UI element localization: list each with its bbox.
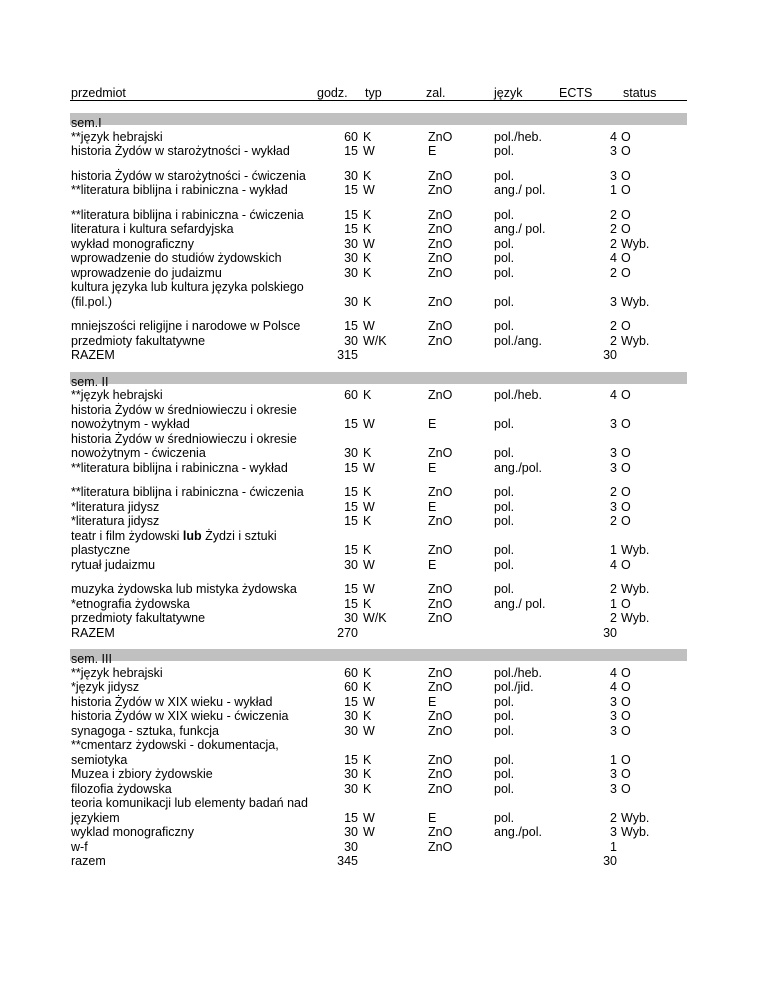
assessment-cell: ZnO	[428, 514, 453, 528]
subject-cell: literatura i kultura sefardyjska	[71, 222, 234, 236]
assessment-cell: ZnO	[428, 752, 453, 767]
header-status: status	[623, 86, 657, 100]
assessment-cell: E	[428, 144, 437, 158]
subject-cell: historia Żydów w średniowieczu i okresie	[71, 402, 297, 417]
type-cell: K	[363, 514, 372, 528]
assessment-cell: E	[428, 557, 437, 572]
language-cell: pol.	[494, 723, 515, 738]
subject-cell: *literatura jidysz	[71, 514, 160, 528]
ects-cell: 2	[610, 514, 617, 528]
header-zal: zal.	[426, 86, 446, 100]
assessment-cell: ZnO	[428, 129, 453, 144]
hours-cell: 15	[344, 319, 358, 333]
ects-cell: 3	[610, 294, 617, 309]
subject-cell: RAZEM	[71, 625, 115, 640]
language-cell: pol.	[494, 446, 515, 460]
subject-cell: historia Żydów w starożytności - ćwiczenia	[71, 168, 306, 183]
type-cell: K	[363, 265, 372, 280]
ects-cell: 2	[610, 222, 617, 236]
assessment-cell: ZnO	[428, 582, 453, 596]
language-cell: pol.	[494, 168, 515, 183]
hours-cell: 15	[344, 582, 358, 596]
subject-cell: **cmentarz żydowski - dokumentacja,	[71, 738, 279, 752]
hours-cell: 345	[337, 854, 358, 868]
hours-cell: 15	[344, 596, 358, 611]
status-cell: O	[621, 499, 631, 514]
subject-cell: kultura języka lub kultura języka polskiego	[71, 280, 304, 294]
type-cell: K	[363, 294, 372, 309]
status-cell: O	[621, 752, 631, 767]
type-cell: W/K	[363, 333, 387, 348]
ects-cell: 3	[610, 417, 617, 431]
type-cell: W	[363, 825, 375, 839]
assessment-cell: ZnO	[428, 485, 453, 499]
type-cell: W	[363, 319, 375, 333]
ects-cell: 3	[610, 168, 617, 183]
assessment-cell: ZnO	[428, 767, 453, 781]
type-cell: K	[363, 680, 372, 694]
ects-cell: 4	[610, 557, 617, 572]
language-cell: pol.	[494, 767, 515, 781]
language-cell: pol.	[494, 236, 515, 251]
status-cell: O	[621, 388, 631, 402]
ects-cell: 4	[610, 129, 617, 144]
hours-cell: 30	[344, 611, 358, 625]
hours-cell: 15	[344, 499, 358, 514]
ects-cell: 3	[610, 723, 617, 738]
subject-cell: **język hebrajski	[71, 388, 163, 402]
assessment-cell: E	[428, 499, 437, 514]
subject-cell: *etnografia żydowska	[71, 596, 190, 611]
hours-cell: 30	[344, 446, 358, 460]
header-jezyk: język	[494, 86, 523, 100]
ects-cell: 3	[610, 767, 617, 781]
subject-bold-word: lub	[182, 528, 202, 543]
hours-cell: 60	[344, 388, 358, 402]
status-cell: O	[621, 680, 631, 694]
ects-cell: 4	[610, 665, 617, 680]
status-cell: O	[621, 222, 631, 236]
ects-cell: 1	[610, 596, 617, 611]
subject-cell: w-f	[71, 839, 88, 854]
type-cell: K	[363, 485, 372, 499]
language-cell: pol.	[494, 514, 515, 528]
subject-cell: historia Żydów w starożytności - wykład	[71, 144, 290, 158]
status-cell: O	[621, 781, 631, 796]
status-cell: O	[621, 446, 631, 460]
language-cell: pol.	[494, 207, 515, 222]
ects-cell: 3	[610, 499, 617, 514]
type-cell: W	[363, 460, 375, 475]
subject-cell: (fil.pol.)	[71, 294, 112, 309]
subject-cell: muzyka żydowska lub mistyka żydowska	[71, 582, 297, 596]
language-cell: pol.	[494, 694, 515, 709]
ects-cell: 3	[610, 709, 617, 723]
ects-cell: 4	[610, 680, 617, 694]
type-cell: W	[363, 557, 375, 572]
semester-label: sem. II	[71, 374, 109, 389]
assessment-cell: ZnO	[428, 388, 453, 402]
subject-cell: językiem	[71, 810, 120, 825]
assessment-cell: ZnO	[428, 333, 453, 348]
hours-cell: 15	[344, 183, 358, 197]
status-cell: Wyb.	[621, 825, 650, 839]
status-cell: O	[621, 694, 631, 709]
hours-cell: 30	[344, 557, 358, 572]
type-cell: K	[363, 168, 372, 183]
ects-cell: 3	[610, 825, 617, 839]
type-cell: W	[363, 582, 375, 596]
assessment-cell: ZnO	[428, 781, 453, 796]
status-cell: O	[621, 319, 631, 333]
ects-cell: 4	[610, 251, 617, 265]
type-cell: W	[363, 417, 375, 431]
language-cell: pol./ang.	[494, 333, 542, 348]
assessment-cell: E	[428, 694, 437, 709]
language-cell: ang./pol.	[494, 825, 542, 839]
subject-cell	[71, 529, 277, 543]
ects-cell: 2	[610, 236, 617, 251]
subject-cell: **literatura biblijna i rabiniczna - wykład	[71, 460, 288, 475]
status-cell: O	[621, 460, 631, 475]
assessment-cell: ZnO	[428, 251, 453, 265]
assessment-cell: ZnO	[428, 709, 453, 723]
hours-cell: 270	[337, 625, 358, 640]
status-cell: O	[621, 485, 631, 499]
subject-cell: Muzea i zbiory żydowskie	[71, 767, 213, 781]
language-cell: pol./heb.	[494, 388, 542, 402]
hours-cell: 15	[344, 752, 358, 767]
assessment-cell: ZnO	[428, 183, 453, 197]
status-cell: O	[621, 183, 631, 197]
hours-cell: 60	[344, 665, 358, 680]
language-cell: pol.	[494, 265, 515, 280]
assessment-cell: E	[428, 417, 437, 431]
language-cell: ang./ pol.	[494, 222, 546, 236]
hours-cell: 15	[344, 417, 358, 431]
hours-cell: 15	[344, 694, 358, 709]
status-cell: O	[621, 514, 631, 528]
type-cell: K	[363, 752, 372, 767]
language-cell: pol.	[494, 709, 515, 723]
status-cell: O	[621, 251, 631, 265]
ects-total-cell: 30	[603, 348, 617, 362]
language-cell: pol./heb.	[494, 129, 542, 144]
type-cell: K	[363, 665, 372, 680]
language-cell: pol.	[494, 319, 515, 333]
subject-cell: **literatura biblijna i rabiniczna - wykład	[71, 183, 288, 197]
assessment-cell: ZnO	[428, 665, 453, 680]
status-cell: Wyb.	[621, 236, 650, 251]
header-godz: godz.	[317, 86, 348, 100]
subject-cell: **język hebrajski	[71, 665, 163, 680]
type-cell: K	[363, 596, 372, 611]
ects-cell: 2	[610, 611, 617, 625]
subject-cell: *język jidysz	[71, 680, 140, 694]
ects-cell: 2	[610, 485, 617, 499]
hours-cell: 60	[344, 680, 358, 694]
language-cell: pol.	[494, 144, 515, 158]
hours-cell: 30	[344, 251, 358, 265]
ects-cell: 3	[610, 781, 617, 796]
assessment-cell: ZnO	[428, 680, 453, 694]
ects-cell: 2	[610, 582, 617, 596]
status-cell: Wyb.	[621, 582, 650, 596]
type-cell: K	[363, 222, 372, 236]
status-cell: O	[621, 168, 631, 183]
status-cell: O	[621, 596, 631, 611]
ects-total-cell: 1	[610, 839, 617, 854]
status-cell: O	[621, 557, 631, 572]
status-cell: O	[621, 207, 631, 222]
subject-cell: *literatura jidysz	[71, 499, 160, 514]
assessment-cell: ZnO	[428, 236, 453, 251]
type-cell: K	[363, 543, 372, 557]
hours-cell: 315	[337, 348, 358, 362]
language-cell: ang./ pol.	[494, 596, 546, 611]
semester-band	[70, 649, 687, 661]
assessment-cell: ZnO	[428, 723, 453, 738]
assessment-cell: ZnO	[428, 825, 453, 839]
language-cell: pol.	[494, 557, 515, 572]
subject-cell: rytuał judaizmu	[71, 557, 156, 572]
hours-cell: 15	[344, 485, 358, 499]
semester-label: sem. III	[71, 652, 112, 666]
header-ects: ECTS	[559, 86, 593, 100]
language-cell: pol.	[494, 499, 515, 514]
hours-cell: 30	[344, 265, 358, 280]
type-cell: W	[363, 236, 375, 251]
header-rule	[70, 100, 687, 101]
status-cell: Wyb.	[621, 810, 650, 825]
language-cell: pol.	[494, 810, 515, 825]
ects-cell: 2	[610, 333, 617, 348]
semester-band	[70, 372, 687, 384]
hours-cell: 30	[344, 709, 358, 723]
type-cell: K	[363, 207, 372, 222]
assessment-cell: ZnO	[428, 222, 453, 236]
ects-cell: 2	[610, 319, 617, 333]
hours-cell: 15	[344, 514, 358, 528]
type-cell: K	[363, 129, 372, 144]
type-cell: W/K	[363, 611, 387, 625]
hours-cell: 60	[344, 129, 358, 144]
subject-cell: wykład monograficzny	[71, 236, 194, 251]
type-cell: W	[363, 694, 375, 709]
ects-cell: 2	[610, 265, 617, 280]
type-cell: K	[363, 781, 372, 796]
subject-cell: **literatura biblijna i rabiniczna - ćwiczenia	[71, 207, 304, 222]
status-cell: O	[621, 665, 631, 680]
ects-cell: 3	[610, 144, 617, 158]
ects-cell: 3	[610, 446, 617, 460]
type-cell: W	[363, 183, 375, 197]
assessment-cell: ZnO	[428, 168, 453, 183]
assessment-cell: ZnO	[428, 543, 453, 557]
type-cell: K	[363, 446, 372, 460]
language-cell: ang./pol.	[494, 460, 542, 475]
status-cell: O	[621, 709, 631, 723]
subject-cell: przedmioty fakultatywne	[71, 611, 206, 625]
subject-cell: **język hebrajski	[71, 129, 163, 144]
assessment-cell: ZnO	[428, 207, 453, 222]
subject-cell: nowożytnym - ćwiczenia	[71, 446, 206, 460]
status-cell: O	[621, 265, 631, 280]
ects-cell: 1	[610, 752, 617, 767]
hours-cell: 30	[344, 236, 358, 251]
ects-cell: 3	[610, 694, 617, 709]
assessment-cell: ZnO	[428, 446, 453, 460]
subject-cell: historia Żydów w XIX wieku - wykład	[71, 694, 273, 709]
hours-cell: 30	[344, 294, 358, 309]
ects-total-cell: 30	[603, 854, 617, 868]
hours-cell: 30	[344, 723, 358, 738]
subject-cell: mniejszości religijne i narodowe w Polsce	[71, 319, 301, 333]
ects-cell: 1	[610, 543, 617, 557]
hours-cell: 15	[344, 810, 358, 825]
semester-band	[70, 113, 687, 125]
language-cell: pol./heb.	[494, 665, 542, 680]
ects-cell: 4	[610, 388, 617, 402]
subject-cell: nowożytnym - wykład	[71, 417, 190, 431]
type-cell: K	[363, 388, 372, 402]
subject-cell: semiotyka	[71, 752, 128, 767]
subject-cell: historia Żydów w XIX wieku - ćwiczenia	[71, 709, 289, 723]
language-cell: pol.	[494, 294, 515, 309]
type-cell: W	[363, 499, 375, 514]
assessment-cell: E	[428, 810, 437, 825]
type-cell: K	[363, 251, 372, 265]
assessment-cell: ZnO	[428, 839, 453, 854]
hours-cell: 30	[344, 333, 358, 348]
type-cell: W	[363, 144, 375, 158]
subject-cell: wyklad monograficzny	[71, 825, 194, 839]
assessment-cell: ZnO	[428, 596, 453, 611]
assessment-cell: E	[428, 460, 437, 475]
hours-cell: 15	[344, 222, 358, 236]
type-cell: W	[363, 810, 375, 825]
status-cell: O	[621, 144, 631, 158]
language-cell: pol.	[494, 485, 515, 499]
status-cell: Wyb.	[621, 611, 650, 625]
subject-text: teatr i film żydowski	[71, 528, 183, 543]
hours-cell: 15	[344, 543, 358, 557]
hours-cell: 30	[344, 839, 358, 854]
language-cell: pol.	[494, 417, 515, 431]
language-cell: pol.	[494, 752, 515, 767]
type-cell: K	[363, 709, 372, 723]
subject-cell: filozofia żydowska	[71, 781, 172, 796]
subject-cell: wprowadzenie do studiów żydowskich	[71, 251, 282, 265]
hours-cell: 30	[344, 767, 358, 781]
language-cell: ang./ pol.	[494, 183, 546, 197]
hours-cell: 30	[344, 825, 358, 839]
hours-cell: 30	[344, 168, 358, 183]
subject-cell: teoria komunikacji lub elementy badań nad	[71, 796, 308, 810]
assessment-cell: ZnO	[428, 294, 453, 309]
ects-cell: 1	[610, 183, 617, 197]
language-cell: pol.	[494, 781, 515, 796]
status-cell: Wyb.	[621, 543, 650, 557]
status-cell: O	[621, 417, 631, 431]
status-cell: O	[621, 767, 631, 781]
ects-total-cell: 30	[603, 625, 617, 640]
language-cell: pol.	[494, 582, 515, 596]
assessment-cell: ZnO	[428, 265, 453, 280]
header-przedmiot: przedmiot	[71, 86, 126, 100]
subject-cell: **literatura biblijna i rabiniczna - ćwiczenia	[71, 485, 304, 499]
subject-cell: plastyczne	[71, 543, 131, 557]
subject-text: Żydzi i sztuki	[201, 528, 277, 543]
type-cell: W	[363, 723, 375, 738]
subject-cell: historia Żydów w średniowieczu i okresie	[71, 431, 297, 446]
assessment-cell: ZnO	[428, 319, 453, 333]
subject-cell: RAZEM	[71, 348, 115, 362]
ects-cell: 2	[610, 810, 617, 825]
subject-cell: wprowadzenie do judaizmu	[71, 265, 222, 280]
hours-cell: 15	[344, 460, 358, 475]
status-cell: Wyb.	[621, 294, 650, 309]
hours-cell: 30	[344, 781, 358, 796]
assessment-cell: ZnO	[428, 611, 453, 625]
subject-cell: razem	[71, 854, 106, 868]
subject-cell: synagoga - sztuka, funkcja	[71, 723, 219, 738]
status-cell: O	[621, 723, 631, 738]
status-cell: Wyb.	[621, 333, 650, 348]
header-typ: typ	[365, 86, 382, 100]
semester-label: sem.I	[71, 116, 102, 130]
ects-cell: 2	[610, 207, 617, 222]
ects-cell: 3	[610, 460, 617, 475]
hours-cell: 15	[344, 144, 358, 158]
hours-cell: 15	[344, 207, 358, 222]
language-cell: pol./jid.	[494, 680, 534, 694]
type-cell: K	[363, 767, 372, 781]
subject-cell: przedmioty fakultatywne	[71, 333, 206, 348]
language-cell: pol.	[494, 543, 515, 557]
status-cell: O	[621, 129, 631, 144]
language-cell: pol.	[494, 251, 515, 265]
